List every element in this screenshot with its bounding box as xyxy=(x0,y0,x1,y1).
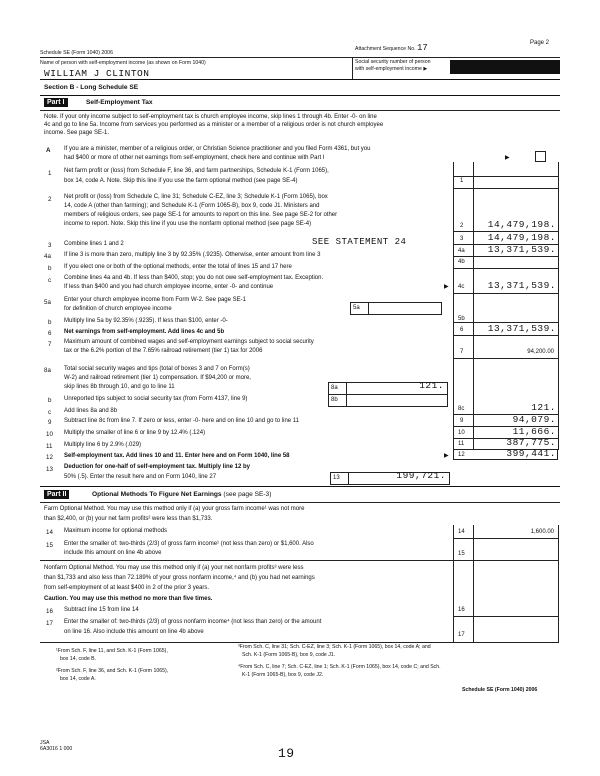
part1-note-2: 4c and go to line 5a. Income from services you performed as a minister or a member of a religious order is not church employee xyxy=(44,122,384,128)
line-10-number: 10 xyxy=(46,431,53,438)
line-7-box-bottom-rule xyxy=(453,358,558,359)
line-8a-text-1: Total social security wages and tips (total of boxes 3 and 7 on Form(s) xyxy=(64,366,250,372)
box-13-label: 13 xyxy=(333,475,340,481)
line-4c-arrow: ▶ xyxy=(444,284,449,290)
nonfarm-method-text-1: Nonfarm Optional Method. You may use this method only if (a) your net nonfarm profits³ were less xyxy=(44,565,304,571)
line-15-text-1: Enter the smaller of: two-thirds (2/3) of gross farm income¹ (not less than zero) or $1,600. Also xyxy=(64,541,314,547)
line-4c-text-2: If less than $400 and you had church employee income, enter -0- and continue xyxy=(64,284,274,290)
footnote-2-line-2: box 14, code A. xyxy=(60,676,96,682)
amount-line-2: 14,479,198. xyxy=(487,219,556,230)
box-12-frame xyxy=(453,449,558,460)
part2-box-number-col xyxy=(453,525,454,643)
part2-badge: Part II xyxy=(44,490,69,499)
line-4c-box-bottom-rule xyxy=(453,293,558,294)
amount-line-4c: 13,371,539. xyxy=(487,280,556,291)
line-15-number: 15 xyxy=(46,542,53,549)
line-5a-text-1: Enter your church employee income from Form W-2. See page SE-1 xyxy=(64,297,246,303)
line-3-text: Combine lines 1 and 2 xyxy=(64,241,124,247)
line-10-text: Multiply the smaller of line 6 or line 9 by 12.4% (.124) xyxy=(64,430,206,436)
section-b-title: Section B - Long Schedule SE xyxy=(44,84,139,91)
line-2-text-1: Net profit or (loss) from Schedule C, line 31; Schedule C-EZ, line 3; Schedule K-1 (Form 1065), box xyxy=(64,194,328,200)
farm-method-text-2: than $2,400, or (b) your net farm profits² were less than $1,733. xyxy=(44,516,213,522)
amount-line-12: 399,441. xyxy=(506,448,556,459)
statement-reference: SEE STATEMENT 24 xyxy=(312,237,407,247)
box-7-label: 7 xyxy=(460,349,464,355)
box-16-label: 16 xyxy=(458,607,465,613)
box-2-label: 2 xyxy=(460,223,464,229)
line-17-box-bottom-rule xyxy=(40,642,558,643)
line-5b-text: Multiply line 5a by 92.35% (.9235). If less than $100, enter -0- xyxy=(64,318,228,324)
box-15-label: 15 xyxy=(458,551,465,557)
ssn-divider xyxy=(352,57,353,79)
header-rule xyxy=(40,57,560,58)
box-8a-divider xyxy=(346,382,347,394)
line-a-checkbox[interactable] xyxy=(535,151,546,162)
line-9-text: Subtract line 8c from line 7. If zero or less, enter -0- here and on line 10 and go to line 11 xyxy=(64,418,300,424)
jsa-label: JSA xyxy=(40,740,50,746)
line-9-number: 9 xyxy=(48,419,52,426)
amount-line-7: 94,200.00 xyxy=(527,349,554,355)
box-8b-divider xyxy=(346,394,347,406)
part1-title-rule xyxy=(40,110,560,111)
line-6-text: Net earnings from self-employment. Add lines 4c and 5b xyxy=(64,329,225,335)
line-16-box-bottom-rule xyxy=(453,616,558,617)
line-12-number: 12 xyxy=(46,454,53,461)
part2-amount-col-left xyxy=(473,525,474,643)
line-4a-box-bottom-rule xyxy=(453,256,558,257)
line-4c-text-1: Combine lines 4a and 4b. If less than $400, stop; you do not owe self-employment tax. Exception. xyxy=(64,275,324,281)
part1-top-rule xyxy=(40,95,560,96)
line-15-text-2: include this amount on line 4b above xyxy=(64,550,162,556)
line-2-text-3: members of religious orders, see page SE-1 for amounts to report on this line. See page SE-2 for other xyxy=(64,212,338,218)
amount-line-9: 94,079. xyxy=(512,414,556,425)
box-12-label: 12 xyxy=(458,452,465,458)
box-5a-field[interactable] xyxy=(350,302,442,315)
box-5b-label: 5b xyxy=(458,316,465,322)
line-14-text: Maximum income for optional methods xyxy=(64,528,168,534)
box-14-label: 14 xyxy=(458,529,465,535)
section-rule xyxy=(40,79,560,80)
amount-line-8c: 121. xyxy=(531,402,556,413)
box-10-label: 10 xyxy=(458,430,465,436)
line-17-text-1: Enter the smaller of: two-thirds (2/3) of gross nonfarm income⁴ (not less than zero) or the amount xyxy=(64,619,322,625)
line-2-text-2: 14, code A (other than farming); and Schedule K-1 (Form 1065-B), box 9, code J1. Ministers and xyxy=(64,203,320,209)
line-1-box-bottom-rule xyxy=(453,188,558,189)
part2-title: Optional Methods To Figure Net Earnings xyxy=(92,491,222,498)
attachment-label xyxy=(355,43,428,53)
line-1-box-top-rule xyxy=(453,176,558,177)
attachment-label-text: Attachment Sequence No. xyxy=(355,46,416,52)
line-16-text: Subtract line 15 from line 14 xyxy=(64,607,139,613)
name-label: Name of person with self-employment income (as shown on Form 1040) xyxy=(40,60,206,66)
line-a-arrow: ▶ xyxy=(505,155,510,161)
amount-line-8a: 121. xyxy=(419,380,444,391)
line-16-number: 16 xyxy=(46,608,53,615)
box-17-label: 17 xyxy=(458,632,465,638)
line-13-text-1: Deduction for one-half of self-employment tax. Multiply line 12 by xyxy=(64,464,251,470)
box-11-label: 11 xyxy=(458,441,465,447)
line-2-number: 2 xyxy=(48,196,52,203)
line-11-number: 11 xyxy=(46,443,53,450)
line-2-text-4: income to report. Note. Skip this line if you use the nonfarm optional method (see page SE-4) xyxy=(64,221,312,227)
line-12-arrow: ▶ xyxy=(444,453,449,459)
amount-line-4a: 13,371,539. xyxy=(487,244,556,255)
line-5a-number: 5a xyxy=(44,299,51,306)
caution-text: Caution. You may use this method no more than five times. xyxy=(44,596,213,602)
box-5a-label: 5a xyxy=(353,305,360,311)
box-8a-label: 8a xyxy=(331,385,338,391)
box-3-label: 3 xyxy=(460,236,464,242)
box-6-label: 6 xyxy=(460,327,464,333)
line-a-number: A xyxy=(46,147,51,154)
line-8b-number: b xyxy=(48,397,52,404)
amount-line-3: 14,479,198. xyxy=(487,232,556,243)
line-8c-number: c xyxy=(48,409,52,416)
amount-line-10: 11,666. xyxy=(512,426,556,437)
line-4a-number: 4a xyxy=(44,253,51,260)
part1-title: Self-Employment Tax xyxy=(86,99,153,106)
footnote-3-line-2: Sch. K-1 (Form 1065-B), box 9, code J1. xyxy=(242,652,336,658)
line-13-number: 13 xyxy=(46,466,53,473)
taxpayer-name: WILLIAM J CLINTON xyxy=(44,68,150,79)
ssn-label-2-text: with self-employment income xyxy=(355,66,422,72)
footnote-4-line-2: K-1 (Form 1065-B), box 9, code J2. xyxy=(242,672,324,678)
attachment-number: 17 xyxy=(417,43,428,53)
footnote-1-line-2: box 14, code B. xyxy=(60,656,97,662)
part2-title-rule xyxy=(40,502,560,503)
line-4b-number: b xyxy=(48,265,52,272)
line-8b-text: Unreported tips subject to social security tax (from Form 4137, line 9) xyxy=(64,396,248,402)
part2-top-rule xyxy=(40,486,560,487)
box-4b-label: 4b xyxy=(458,259,465,265)
footnote-1-line-1: ¹From Sch. F, line 11, and Sch. K-1 (Form 1065), xyxy=(56,648,168,654)
amount-col-right xyxy=(558,162,559,450)
line-15-box-bottom-rule xyxy=(40,560,558,561)
line-5b-number: b xyxy=(48,319,52,326)
amount-line-11: 387,775. xyxy=(506,437,556,448)
line-4a-text: If line 3 is more than zero, multiply line 3 by 92.35% (.9235). Otherwise, enter amount from line 3 xyxy=(64,252,321,258)
line-1-number: 1 xyxy=(48,170,52,177)
amount-line-14: 1,600.00 xyxy=(530,529,554,535)
form-name-header: Schedule SE (Form 1040) 2006 xyxy=(40,50,113,56)
part2-title-suffix: (see page SE-3) xyxy=(223,491,272,498)
box-9-label: 9 xyxy=(460,418,464,424)
line-8a-number: 8a xyxy=(44,367,51,374)
line-13-text-2: 50% (.5). Enter the result here and on Form 1040, line 27 xyxy=(64,474,217,480)
line-8c-text: Add lines 8a and 8b xyxy=(64,408,118,414)
line-8a-text-3: skip lines 8b through 10, and go to line 11 xyxy=(64,384,175,390)
line-4b-box-bottom-rule xyxy=(453,268,558,269)
footer-form-name: Schedule SE (Form 1040) 2006 xyxy=(462,687,538,693)
ssn-redacted-block xyxy=(450,60,560,74)
box-1-label: 1 xyxy=(460,178,464,184)
line-a-text-1: If you are a minister, member of a religious order, or Christian Science practitioner and you filed Form 4361, but you xyxy=(64,146,371,152)
amount-line-6: 13,371,539. xyxy=(487,323,556,334)
line-6-box-bottom-rule xyxy=(453,335,558,336)
nonfarm-method-text-2: than $1,733 and also less than 72.189% of your gross nonfarm income,⁴ and (b) you had net earnings xyxy=(44,575,315,581)
box-4a-label: 4a xyxy=(458,248,465,254)
line-17-text-2: on line 16. Also include this amount on line 4b above xyxy=(64,629,204,635)
box-4c-label: 4c xyxy=(458,284,465,290)
line-11-text: Multiply line 6 by 2.9% (.029) xyxy=(64,442,142,448)
footnote-2-line-1: ²From Sch. F, line 36, and Sch. K-1 (Form 1065), xyxy=(56,668,169,674)
line-1-text-2: box 14, code A. Note. Skip this line if you use the farm optional method (see page SE-4) xyxy=(64,178,298,184)
ssn-label-2: with self-employment income ▶ xyxy=(355,66,428,72)
line-7-text-1: Maximum amount of combined wages and self-employment earnings subject to social security xyxy=(64,339,314,345)
box-13-divider xyxy=(348,472,349,484)
line-7-text-2: tax or the 6.2% portion of the 7.65% railroad retirement (tier 1) tax for 2006 xyxy=(64,348,263,354)
box-8c-label: 8c xyxy=(458,406,465,412)
nonfarm-method-text-3: from self-employment of at least $400 in 2 of the prior 3 years. xyxy=(44,585,210,591)
box-8b-label: 8b xyxy=(331,397,338,403)
line-a-text-2: had $400 or more of other net earnings from self-employment, check here and continue with Part I xyxy=(64,155,325,161)
line-12-text: Self-employment tax. Add lines 10 and 11. Enter here and on Form 1040, line 58 xyxy=(64,453,290,459)
part1-badge: Part I xyxy=(44,98,68,107)
jsa-code: 6A3016 1 000 xyxy=(40,746,73,752)
line-5a-text-2: for definition of church employee income xyxy=(64,306,172,312)
line-1-text-1: Net farm profit or (loss) from Schedule F, line 36, and farm partnerships, Schedule K-1 (Form 1065), xyxy=(64,168,329,174)
box-5a-divider xyxy=(368,302,369,314)
line-3-number: 3 xyxy=(48,242,52,249)
part1-note-1: Note. If your only income subject to self-employment tax is church employee income, skip lines 1 through 4b. Enter -0- on line xyxy=(44,114,377,120)
page-label: Page 2 xyxy=(530,40,550,46)
part2-amount-col-right xyxy=(558,525,559,643)
line-14-number: 14 xyxy=(46,529,53,536)
footnote-3-line-1: ³From Sch. C, line 31; Sch. C-EZ, line 3; Sch. K-1 (Form 1065), box 14, code A; and xyxy=(238,644,431,650)
line-4b-text: If you elect one or both of the optional methods, enter the total of lines 15 and 17 here xyxy=(64,264,292,270)
box-number-col-left xyxy=(453,162,454,450)
line-8a-text-2: W-2) and railroad retirement (tier 1) compensation. If $94,200 or more, xyxy=(64,375,251,381)
ssn-label-1: Social security number of person xyxy=(355,59,431,65)
part2-title-line xyxy=(92,491,271,498)
footnote-4-line-1: ⁴From Sch. C, line 7; Sch. C-EZ, line 1; Sch. K-1 (Form 1065), box 14, code C; and Sch. xyxy=(238,664,441,670)
line-17-number: 17 xyxy=(46,620,53,627)
line-14-box-bottom-rule xyxy=(453,538,558,539)
part1-note-3: income. See page SE-1. xyxy=(44,130,110,136)
line-7-number: 7 xyxy=(48,341,52,348)
amount-line-13: 199,721. xyxy=(396,470,446,481)
farm-method-text-1: Farm Optional Method. You may use this method only if (a) your gross farm income¹ was not more xyxy=(44,506,305,512)
page-number: 19 xyxy=(278,746,295,761)
line-4c-number: c xyxy=(48,277,52,284)
line-6-number: 6 xyxy=(48,330,52,337)
